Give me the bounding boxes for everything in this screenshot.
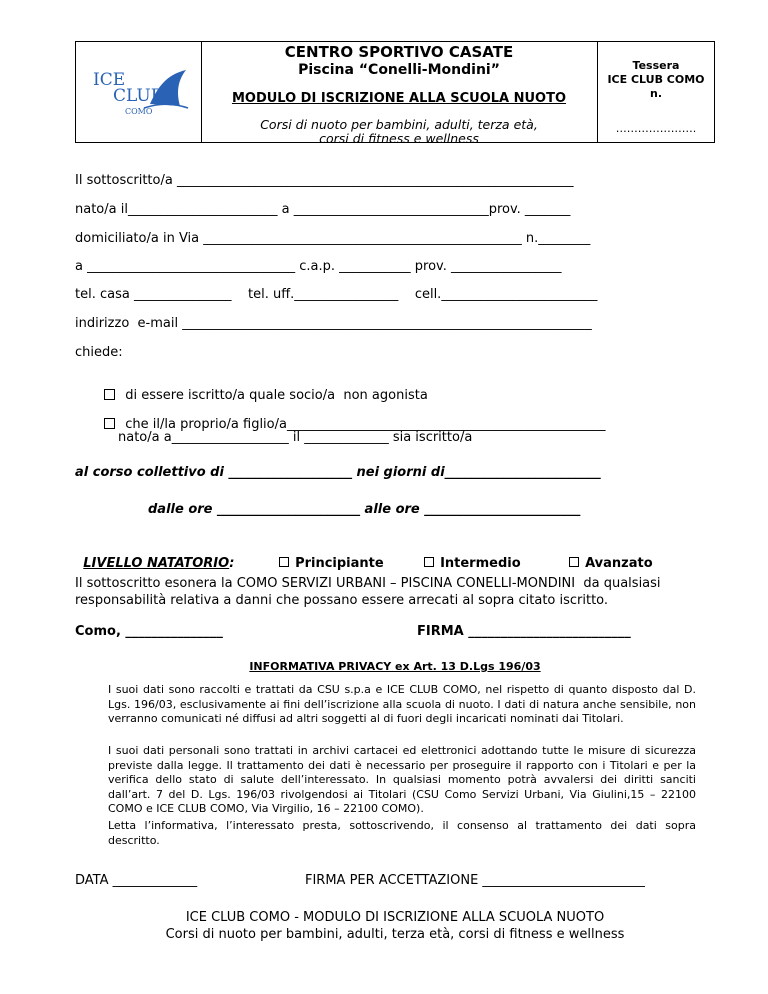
livello-principiante-label: Principiante	[295, 556, 384, 571]
tessera-line-3: n.	[649, 87, 662, 100]
livello-label: LIVELLO NATATORIO	[83, 556, 230, 571]
logo-text-como: COMO	[125, 107, 153, 116]
tessera-number-field[interactable]: ………………….	[615, 122, 697, 135]
pool-name: Piscina “Conelli-Mondini”	[298, 62, 500, 78]
livello-intermedio[interactable]	[415, 541, 521, 571]
livello-intermedio-label: Intermedio	[440, 556, 521, 571]
domicilio-field[interactable]: domiciliato/a in Via _________________________________________________ n.________	[75, 231, 591, 246]
tessera-line-1: Tessera	[632, 59, 680, 72]
firma-accettazione-field[interactable]: FIRMA PER ACCETTAZIONE _________________________	[305, 873, 645, 888]
como-date-field[interactable]: Como, _______________	[75, 624, 223, 639]
checkbox-socio[interactable]	[104, 389, 115, 400]
privacy-paragraph-2: I suoi dati personali sono trattati in archivi cartacei ed elettronici adottando tutte le misure di sicurezza previste dalla legge. Il trattamento dei dati è necessario per proseguire il rapporto con i Titolari e per la verifica dello stato di salute dell’interessato. In qualsiasi momento potrà avvalersi dei diritti sanciti dall’art. 7 del D. Lgs. 196/03 rivolgendosi ai Titolari (CSU Como Servizi Urbani, Via Giulini,15 – 22100 COMO e ICE CLUB COMO, Via Virgilio, 16 – 22100 COMO).	[108, 744, 696, 815]
livello-principiante[interactable]	[270, 541, 384, 571]
esonero-line-1: Il sottoscritto esonera la COMO SERVIZI URBANI – PISCINA CONELLI-MONDINI da qualsiasi	[75, 576, 661, 591]
citta-field[interactable]: a ________________________________ c.a.p. ___________ prov. _________________	[75, 259, 562, 274]
option-figlio-label: che il/la proprio/a figlio/a_________________________________________________	[125, 417, 606, 432]
chiede-label: chiede:	[75, 345, 123, 360]
privacy-paragraph-3: Letta l’informativa, l’interessato presta, sottoscrivendo, il consenso al trattamento dei dati sopra descritto.	[108, 819, 696, 847]
checkbox-avanzato[interactable]	[569, 557, 579, 567]
option-figlio[interactable]	[96, 402, 605, 432]
form-subtitle	[201, 118, 597, 146]
esonero-line-2: responsabilità relativa a danni che possano essere arrecati al sopra citato iscritto.	[75, 593, 609, 608]
footer-line-1: ICE CLUB COMO - MODULO DI ISCRIZIONE ALLA SCUOLA NUOTO	[185, 910, 605, 925]
tessera-label	[597, 59, 715, 101]
privacy-paragraph-1: I suoi dati sono raccolti e trattati da CSU s.p.a e ICE CLUB COMO, nel rispetto di quanto disposto dal D. Lgs. 196/03, esclusivamente ai fini dell’iscrizione alla scuola di nuoto. I dati di natura anche sensibile, non verranno comunicati né diffusi ad altri soggetti al di fuori degli incaricati nominati dai Titolari.	[108, 683, 696, 725]
footer-line-2: Corsi di nuoto per bambini, adulti, terza età, corsi di fitness e wellness	[165, 927, 625, 942]
checkbox-intermedio[interactable]	[424, 557, 434, 567]
nato-field[interactable]: nato/a il_______________________ a ______________________________prov. _______	[75, 202, 571, 217]
telefono-field[interactable]: tel. casa _______________ tel. uff.________________ cell.________________________	[75, 287, 598, 302]
livello-avanzato-label: Avanzato	[585, 556, 653, 571]
logo-text-ice: ICE	[93, 70, 126, 90]
subtitle-line-2: corsi di fitness e wellness	[319, 131, 479, 146]
firma-field[interactable]: FIRMA _________________________	[417, 624, 631, 639]
orari-field[interactable]: dalle ore ______________________ alle ore ________________________	[148, 502, 581, 517]
tessera-line-2: ICE CLUB COMO	[607, 73, 705, 86]
logo-text-club: CLUB	[113, 86, 164, 106]
corso-field[interactable]: al corso collettivo di ___________________ nei giorni di________________________	[75, 465, 601, 480]
option-socio-label: di essere iscritto/a quale socio/a non agonista	[125, 388, 428, 403]
form-title: MODULO DI ISCRIZIONE ALLA SCUOLA NUOTO	[231, 91, 567, 106]
option-socio[interactable]	[96, 373, 428, 403]
subtitle-line-1: Corsi di nuoto per bambini, adulti, terza età,	[260, 117, 538, 132]
livello-row	[75, 541, 234, 571]
livello-colon: :	[229, 556, 235, 571]
figlio-nato-field[interactable]: nato/a a__________________ il _____________ sia iscritto/a	[118, 430, 473, 445]
privacy-title: INFORMATIVA PRIVACY ex Art. 13 D.Lgs 196/03	[249, 660, 541, 673]
data-field[interactable]: DATA _____________	[75, 873, 198, 888]
footer	[75, 909, 715, 943]
sottoscritto-field[interactable]: Il sottoscritto/a _____________________________________________________________	[75, 173, 574, 188]
checkbox-figlio[interactable]	[104, 418, 115, 429]
checkbox-principiante[interactable]	[279, 557, 289, 567]
livello-avanzato[interactable]	[560, 541, 653, 571]
center-name: CENTRO SPORTIVO CASATE	[284, 43, 514, 61]
email-field[interactable]: indirizzo e-mail _______________________________________________________________	[75, 316, 592, 331]
